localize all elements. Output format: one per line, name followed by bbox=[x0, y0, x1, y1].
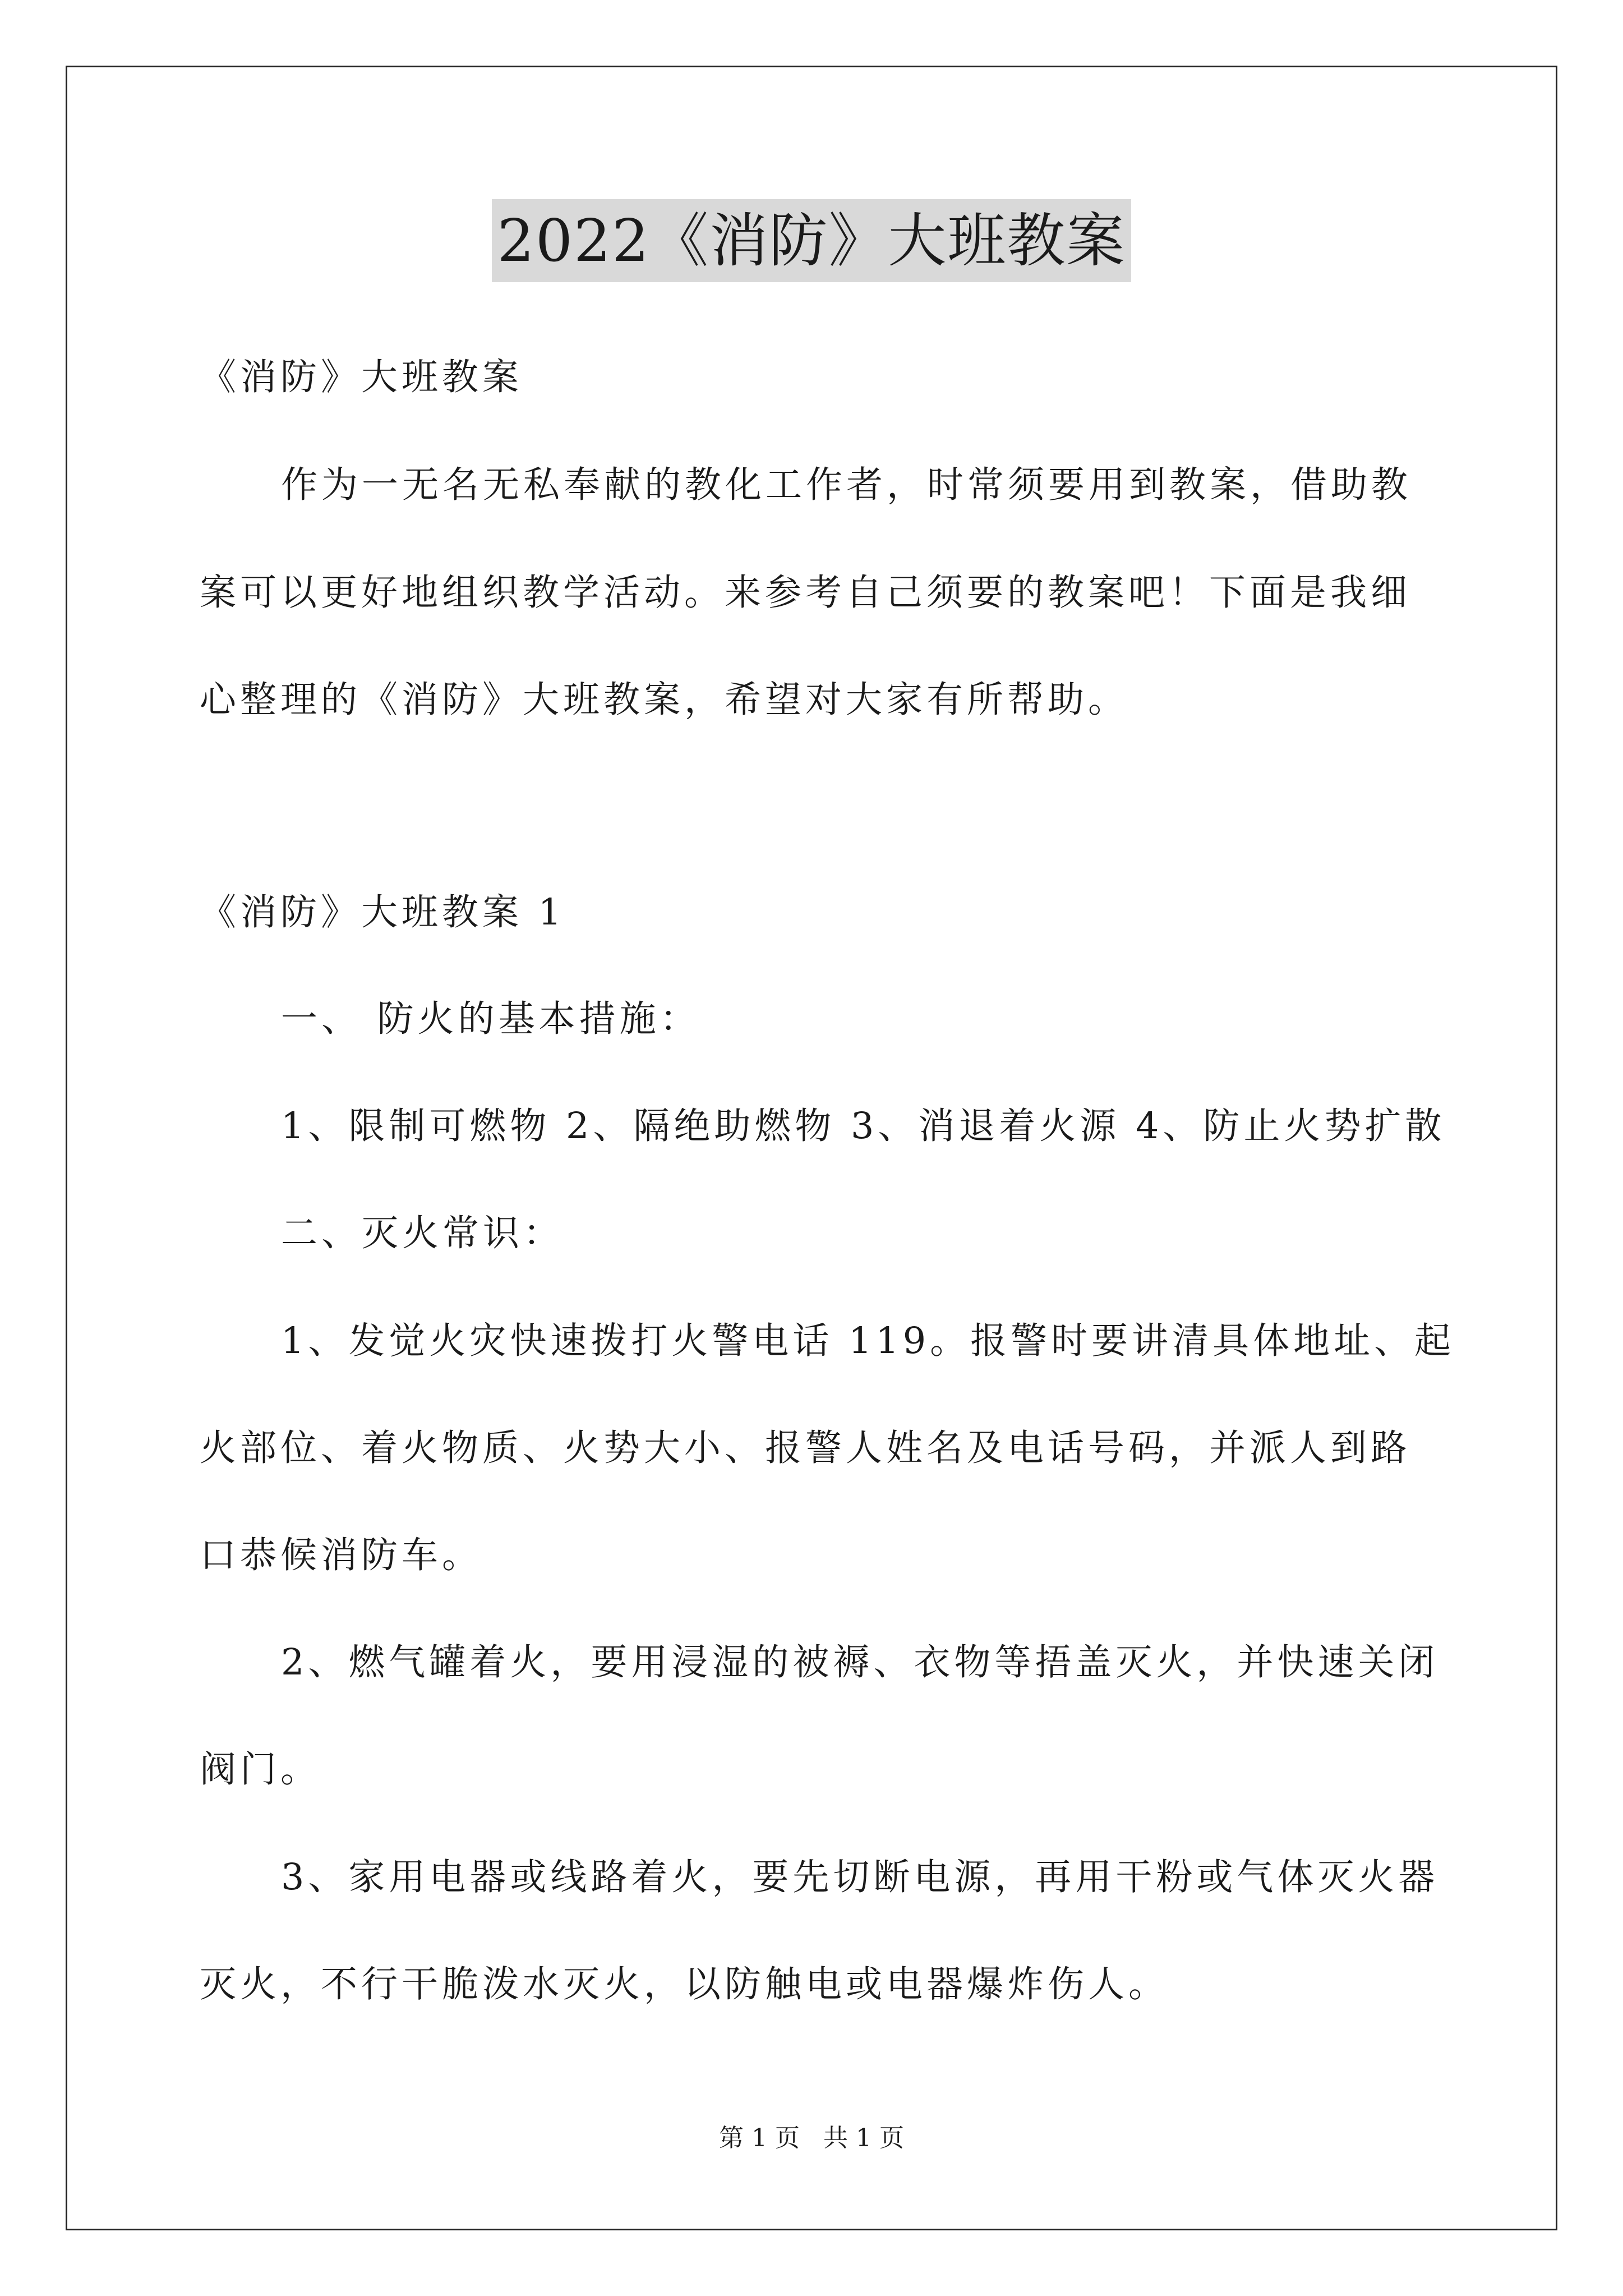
item-1-line-1: 1、发觉火灾快速拨打火警电话 119。报警时要讲清具体地址、起 bbox=[281, 1320, 1455, 1362]
item-2-line-2: 阀门。 bbox=[200, 1749, 321, 1791]
page-footer: 第 1 页 共 1 页 bbox=[719, 2124, 904, 2152]
intro-line-1: 作为一无名无私奉献的教化工作者，时常须要用到教案，借助教 bbox=[281, 464, 1412, 506]
item-3-line-1: 3、家用电器或线路着火，要先切断电源，再用干粉或气体灭火器 bbox=[281, 1856, 1439, 1898]
fire-prevention-heading: 一、 防火的基本措施： bbox=[281, 998, 700, 1040]
fire-prevention-measures: 1、限制可燃物 2、隔绝助燃物 3、消退着火源 4、防止火势扩散 bbox=[281, 1105, 1446, 1147]
intro-line-2: 案可以更好地组织教学活动。来参考自己须要的教案吧！下面是我细 bbox=[200, 572, 1412, 614]
document-title: 2022《消防》大班教案 bbox=[492, 199, 1132, 282]
intro-line-3: 心整理的《消防》大班教案，希望对大家有所帮助。 bbox=[200, 679, 1129, 721]
item-3-line-2: 灭火，不行干脆泼水灭火，以防触电或电器爆炸伤人。 bbox=[200, 1963, 1169, 2005]
section-heading: 《消防》大班教案 1 bbox=[200, 891, 566, 933]
title-container bbox=[0, 199, 1623, 282]
subtitle-line: 《消防》大班教案 bbox=[200, 356, 523, 398]
item-1-line-2: 火部位、着火物质、火势大小、报警人姓名及电话号码，并派人到路 bbox=[200, 1427, 1412, 1469]
firefighting-heading: 二、灭火常识： bbox=[281, 1212, 564, 1254]
item-2-line-1: 2、燃气罐着火，要用浸湿的被褥、衣物等捂盖灭火，并快速关闭 bbox=[281, 1641, 1439, 1683]
item-1-line-3: 口恭候消防车。 bbox=[200, 1534, 483, 1576]
